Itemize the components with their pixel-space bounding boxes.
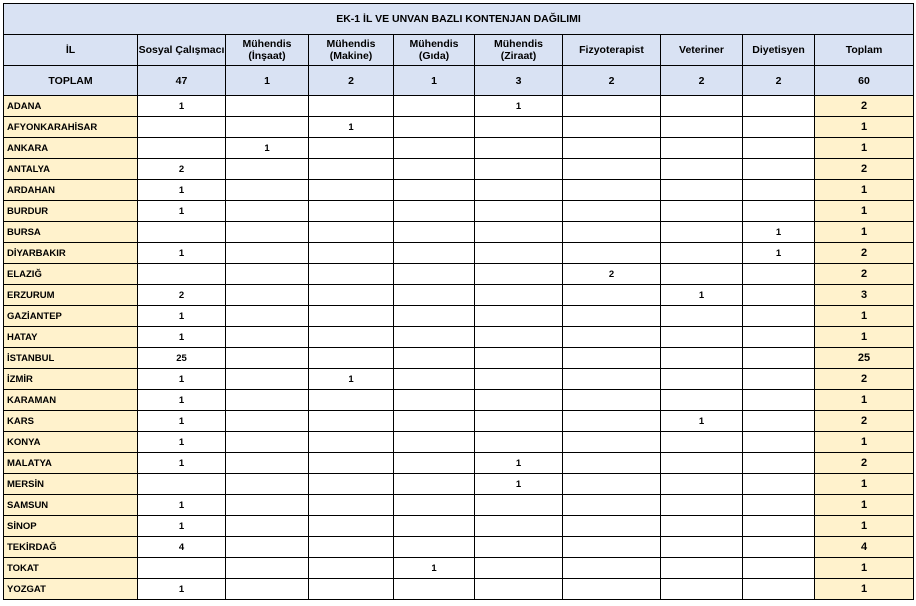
row-total: 3 xyxy=(815,285,914,306)
table-row xyxy=(4,390,914,411)
quota-cell xyxy=(226,264,309,285)
table-row xyxy=(4,327,914,348)
total-value: 2 xyxy=(661,66,743,96)
table-row xyxy=(4,516,914,537)
row-total: 2 xyxy=(815,243,914,264)
quota-cell xyxy=(309,474,394,495)
table-row xyxy=(4,537,914,558)
quota-cell xyxy=(138,138,226,159)
row-total: 1 xyxy=(815,390,914,411)
quota-cell xyxy=(743,474,815,495)
quota-cell xyxy=(475,516,563,537)
quota-cell xyxy=(394,117,475,138)
quota-cell: 1 xyxy=(138,243,226,264)
table-row xyxy=(4,201,914,222)
quota-cell xyxy=(563,432,661,453)
quota-cell xyxy=(394,138,475,159)
quota-cell xyxy=(475,411,563,432)
quota-cell: 2 xyxy=(138,159,226,180)
quota-cell xyxy=(563,495,661,516)
quota-cell: 2 xyxy=(563,264,661,285)
quota-cell xyxy=(661,558,743,579)
header-toplam: Toplam xyxy=(815,35,914,66)
quota-cell xyxy=(226,390,309,411)
quota-cell xyxy=(226,306,309,327)
table-row xyxy=(4,96,914,117)
row-total: 2 xyxy=(815,369,914,390)
quota-cell xyxy=(661,138,743,159)
quota-cell: 1 xyxy=(138,96,226,117)
quota-cell xyxy=(309,453,394,474)
quota-cell: 1 xyxy=(138,180,226,201)
quota-cell xyxy=(309,348,394,369)
row-total: 2 xyxy=(815,264,914,285)
quota-cell xyxy=(475,348,563,369)
quota-cell xyxy=(309,306,394,327)
quota-cell xyxy=(743,285,815,306)
quota-cell xyxy=(661,369,743,390)
table-row xyxy=(4,432,914,453)
quota-cell xyxy=(743,327,815,348)
header-veteriner: Veteriner xyxy=(661,35,743,66)
header-diyetisyen: Diyetisyen xyxy=(743,35,815,66)
quota-cell xyxy=(475,117,563,138)
quota-cell xyxy=(394,159,475,180)
row-total: 2 xyxy=(815,159,914,180)
quota-cell xyxy=(475,537,563,558)
quota-cell xyxy=(743,96,815,117)
quota-cell: 1 xyxy=(226,138,309,159)
province-name: ERZURUM xyxy=(4,285,138,306)
quota-cell xyxy=(661,264,743,285)
table-row xyxy=(4,180,914,201)
quota-cell xyxy=(661,474,743,495)
province-name: DİYARBAKIR xyxy=(4,243,138,264)
quota-cell xyxy=(661,96,743,117)
quota-cell xyxy=(475,495,563,516)
quota-cell xyxy=(226,180,309,201)
quota-cell xyxy=(661,201,743,222)
quota-cell xyxy=(394,495,475,516)
quota-cell xyxy=(563,348,661,369)
quota-cell xyxy=(226,285,309,306)
quota-cell: 1 xyxy=(138,390,226,411)
quota-cell: 1 xyxy=(138,327,226,348)
table-row xyxy=(4,159,914,180)
quota-cell xyxy=(563,558,661,579)
quota-cell xyxy=(563,285,661,306)
quota-cell xyxy=(226,327,309,348)
quota-cell xyxy=(661,537,743,558)
quota-cell xyxy=(226,201,309,222)
row-total: 1 xyxy=(815,201,914,222)
quota-cell xyxy=(661,327,743,348)
quota-cell xyxy=(475,159,563,180)
quota-cell: 2 xyxy=(138,285,226,306)
quota-cell: 1 xyxy=(743,222,815,243)
quota-cell: 1 xyxy=(394,558,475,579)
province-name: BURDUR xyxy=(4,201,138,222)
quota-cell: 1 xyxy=(475,453,563,474)
table-row xyxy=(4,222,914,243)
quota-cell xyxy=(661,432,743,453)
quota-cell xyxy=(394,348,475,369)
quota-cell xyxy=(661,495,743,516)
header-il: İL xyxy=(4,35,138,66)
header-sosyal-calismaci: Sosyal Çalışmacı xyxy=(138,35,226,66)
quota-cell xyxy=(226,117,309,138)
province-name: KONYA xyxy=(4,432,138,453)
quota-cell xyxy=(661,222,743,243)
header-row xyxy=(4,35,914,66)
quota-cell xyxy=(743,201,815,222)
quota-cell xyxy=(309,390,394,411)
quota-cell xyxy=(661,453,743,474)
table-row xyxy=(4,117,914,138)
quota-cell xyxy=(743,264,815,285)
province-name: KARS xyxy=(4,411,138,432)
quota-cell xyxy=(563,306,661,327)
quota-cell xyxy=(563,537,661,558)
quota-cell xyxy=(743,348,815,369)
quota-cell xyxy=(661,243,743,264)
quota-cell: 1 xyxy=(309,369,394,390)
quota-cell xyxy=(226,558,309,579)
quota-cell xyxy=(226,495,309,516)
quota-cell xyxy=(394,579,475,600)
quota-cell xyxy=(138,222,226,243)
header-muhendis-gida: Mühendis (Gıda) xyxy=(394,35,475,66)
quota-cell xyxy=(394,201,475,222)
quota-cell xyxy=(475,306,563,327)
quota-cell xyxy=(309,327,394,348)
quota-cell xyxy=(475,327,563,348)
quota-cell xyxy=(743,516,815,537)
quota-cell xyxy=(309,495,394,516)
quota-cell xyxy=(309,180,394,201)
total-value: 47 xyxy=(138,66,226,96)
quota-cell xyxy=(309,579,394,600)
quota-cell xyxy=(309,243,394,264)
quota-cell: 1 xyxy=(138,432,226,453)
quota-cell: 1 xyxy=(138,306,226,327)
table-row xyxy=(4,348,914,369)
header-fizyoterapist: Fizyoterapist xyxy=(563,35,661,66)
province-name: ARDAHAN xyxy=(4,180,138,201)
table-row xyxy=(4,306,914,327)
quota-cell xyxy=(226,159,309,180)
quota-cell xyxy=(475,285,563,306)
province-name: BURSA xyxy=(4,222,138,243)
row-total: 1 xyxy=(815,495,914,516)
province-name: ANKARA xyxy=(4,138,138,159)
quota-cell xyxy=(394,516,475,537)
province-name: İSTANBUL xyxy=(4,348,138,369)
quota-cell xyxy=(563,243,661,264)
quota-cell xyxy=(226,432,309,453)
quota-cell xyxy=(394,369,475,390)
row-total: 1 xyxy=(815,222,914,243)
quota-cell xyxy=(563,96,661,117)
quota-cell xyxy=(226,453,309,474)
table-row xyxy=(4,243,914,264)
quota-cell xyxy=(563,390,661,411)
quota-cell xyxy=(743,306,815,327)
quota-cell xyxy=(743,558,815,579)
row-total: 2 xyxy=(815,453,914,474)
quota-cell xyxy=(563,222,661,243)
quota-cell xyxy=(138,474,226,495)
province-name: İZMİR xyxy=(4,369,138,390)
total-value: 3 xyxy=(475,66,563,96)
quota-cell xyxy=(394,390,475,411)
table-title: EK-1 İL VE UNVAN BAZLI KONTENJAN DAĞILIMI xyxy=(4,4,914,35)
header-muhendis-makine: Mühendis (Makine) xyxy=(309,35,394,66)
quota-cell xyxy=(226,474,309,495)
quota-cell: 1 xyxy=(661,411,743,432)
quota-cell xyxy=(226,411,309,432)
quota-cell xyxy=(394,243,475,264)
province-name: ANTALYA xyxy=(4,159,138,180)
quota-cell xyxy=(563,327,661,348)
quota-cell xyxy=(743,579,815,600)
total-value: 2 xyxy=(563,66,661,96)
quota-cell xyxy=(563,474,661,495)
quota-cell xyxy=(394,96,475,117)
quota-cell xyxy=(563,516,661,537)
quota-cell xyxy=(226,243,309,264)
quota-cell: 1 xyxy=(138,411,226,432)
row-total: 2 xyxy=(815,96,914,117)
quota-cell xyxy=(309,138,394,159)
row-total: 1 xyxy=(815,117,914,138)
quota-cell xyxy=(394,306,475,327)
quota-cell xyxy=(475,264,563,285)
quota-cell: 1 xyxy=(138,516,226,537)
province-name: GAZİANTEP xyxy=(4,306,138,327)
row-total: 1 xyxy=(815,474,914,495)
totals-row xyxy=(4,66,914,96)
province-name: KARAMAN xyxy=(4,390,138,411)
quota-cell xyxy=(309,96,394,117)
quota-cell xyxy=(475,579,563,600)
quota-cell xyxy=(563,117,661,138)
quota-cell xyxy=(475,432,563,453)
quota-cell xyxy=(743,495,815,516)
quota-cell xyxy=(475,243,563,264)
province-name: TOKAT xyxy=(4,558,138,579)
table-row xyxy=(4,285,914,306)
row-total: 1 xyxy=(815,432,914,453)
quota-cell xyxy=(394,180,475,201)
quota-cell xyxy=(563,201,661,222)
quota-cell: 1 xyxy=(475,96,563,117)
province-name: TEKİRDAĞ xyxy=(4,537,138,558)
quota-cell xyxy=(661,579,743,600)
quota-cell xyxy=(475,558,563,579)
table-row xyxy=(4,411,914,432)
quota-cell xyxy=(475,138,563,159)
quota-cell xyxy=(661,390,743,411)
quota-cell xyxy=(309,411,394,432)
quota-cell xyxy=(743,369,815,390)
quota-cell: 1 xyxy=(138,579,226,600)
header-muhendis-ziraat: Mühendis (Ziraat) xyxy=(475,35,563,66)
grand-total: 60 xyxy=(815,66,914,96)
quota-cell xyxy=(661,159,743,180)
quota-cell xyxy=(309,159,394,180)
quota-cell xyxy=(743,432,815,453)
quota-cell xyxy=(743,411,815,432)
total-value: 2 xyxy=(743,66,815,96)
row-total: 4 xyxy=(815,537,914,558)
province-rows xyxy=(4,96,914,600)
total-value: 2 xyxy=(309,66,394,96)
quota-cell xyxy=(309,516,394,537)
quota-cell xyxy=(563,579,661,600)
quota-cell: 1 xyxy=(138,201,226,222)
province-name: SİNOP xyxy=(4,516,138,537)
quota-cell xyxy=(661,348,743,369)
quota-cell xyxy=(394,453,475,474)
quota-cell xyxy=(475,180,563,201)
quota-cell xyxy=(661,117,743,138)
quota-cell xyxy=(394,222,475,243)
quota-cell xyxy=(743,537,815,558)
quota-cell xyxy=(743,180,815,201)
quota-cell xyxy=(138,264,226,285)
province-name: MALATYA xyxy=(4,453,138,474)
quota-cell xyxy=(743,117,815,138)
quota-cell: 1 xyxy=(309,117,394,138)
quota-cell: 1 xyxy=(743,243,815,264)
quota-cell xyxy=(475,369,563,390)
row-total: 1 xyxy=(815,306,914,327)
row-total: 1 xyxy=(815,558,914,579)
quota-cell xyxy=(309,222,394,243)
table-row xyxy=(4,369,914,390)
quota-cell: 1 xyxy=(661,285,743,306)
table-row xyxy=(4,138,914,159)
quota-cell xyxy=(226,96,309,117)
quota-cell xyxy=(394,432,475,453)
province-name: AFYONKARAHİSAR xyxy=(4,117,138,138)
table-row xyxy=(4,558,914,579)
header-muhendis-insaat: Mühendis (İnşaat) xyxy=(226,35,309,66)
quota-cell xyxy=(309,201,394,222)
province-name: ADANA xyxy=(4,96,138,117)
quota-cell: 1 xyxy=(138,495,226,516)
province-name: MERSİN xyxy=(4,474,138,495)
row-total: 1 xyxy=(815,327,914,348)
quota-cell xyxy=(394,285,475,306)
total-value: 1 xyxy=(226,66,309,96)
quota-cell xyxy=(226,369,309,390)
quota-cell xyxy=(309,264,394,285)
quota-cell: 25 xyxy=(138,348,226,369)
quota-cell xyxy=(661,306,743,327)
quota-cell: 1 xyxy=(138,369,226,390)
quota-cell xyxy=(563,411,661,432)
totals-label: TOPLAM xyxy=(4,66,138,96)
quota-cell xyxy=(226,516,309,537)
quota-cell xyxy=(743,138,815,159)
quota-cell: 1 xyxy=(138,453,226,474)
quota-cell: 1 xyxy=(475,474,563,495)
quota-cell xyxy=(226,348,309,369)
quota-cell xyxy=(309,558,394,579)
quota-cell xyxy=(563,369,661,390)
row-total: 1 xyxy=(815,516,914,537)
quota-cell xyxy=(309,537,394,558)
province-name: HATAY xyxy=(4,327,138,348)
table-row xyxy=(4,579,914,600)
table-row xyxy=(4,453,914,474)
quota-cell xyxy=(226,222,309,243)
quota-cell xyxy=(138,558,226,579)
quota-cell xyxy=(661,516,743,537)
quota-cell xyxy=(661,180,743,201)
quota-cell xyxy=(475,201,563,222)
table-row xyxy=(4,474,914,495)
quota-cell xyxy=(743,159,815,180)
province-name: SAMSUN xyxy=(4,495,138,516)
quota-cell xyxy=(226,537,309,558)
quota-cell xyxy=(226,579,309,600)
quota-cell xyxy=(743,453,815,474)
quota-cell xyxy=(563,159,661,180)
quota-cell xyxy=(394,474,475,495)
quota-cell xyxy=(563,453,661,474)
quota-cell xyxy=(138,117,226,138)
quota-cell xyxy=(475,222,563,243)
quota-cell: 4 xyxy=(138,537,226,558)
row-total: 1 xyxy=(815,579,914,600)
quota-cell xyxy=(309,432,394,453)
quota-cell xyxy=(743,390,815,411)
quota-table xyxy=(3,3,914,600)
quota-cell xyxy=(394,264,475,285)
row-total: 1 xyxy=(815,138,914,159)
quota-cell xyxy=(394,537,475,558)
quota-cell xyxy=(394,411,475,432)
quota-cell xyxy=(309,285,394,306)
row-total: 25 xyxy=(815,348,914,369)
quota-cell xyxy=(475,390,563,411)
row-total: 2 xyxy=(815,411,914,432)
table-row xyxy=(4,264,914,285)
quota-cell xyxy=(563,180,661,201)
province-name: YOZGAT xyxy=(4,579,138,600)
province-name: ELAZIĞ xyxy=(4,264,138,285)
total-value: 1 xyxy=(394,66,475,96)
row-total: 1 xyxy=(815,180,914,201)
table-row xyxy=(4,495,914,516)
quota-cell xyxy=(563,138,661,159)
quota-cell xyxy=(394,327,475,348)
